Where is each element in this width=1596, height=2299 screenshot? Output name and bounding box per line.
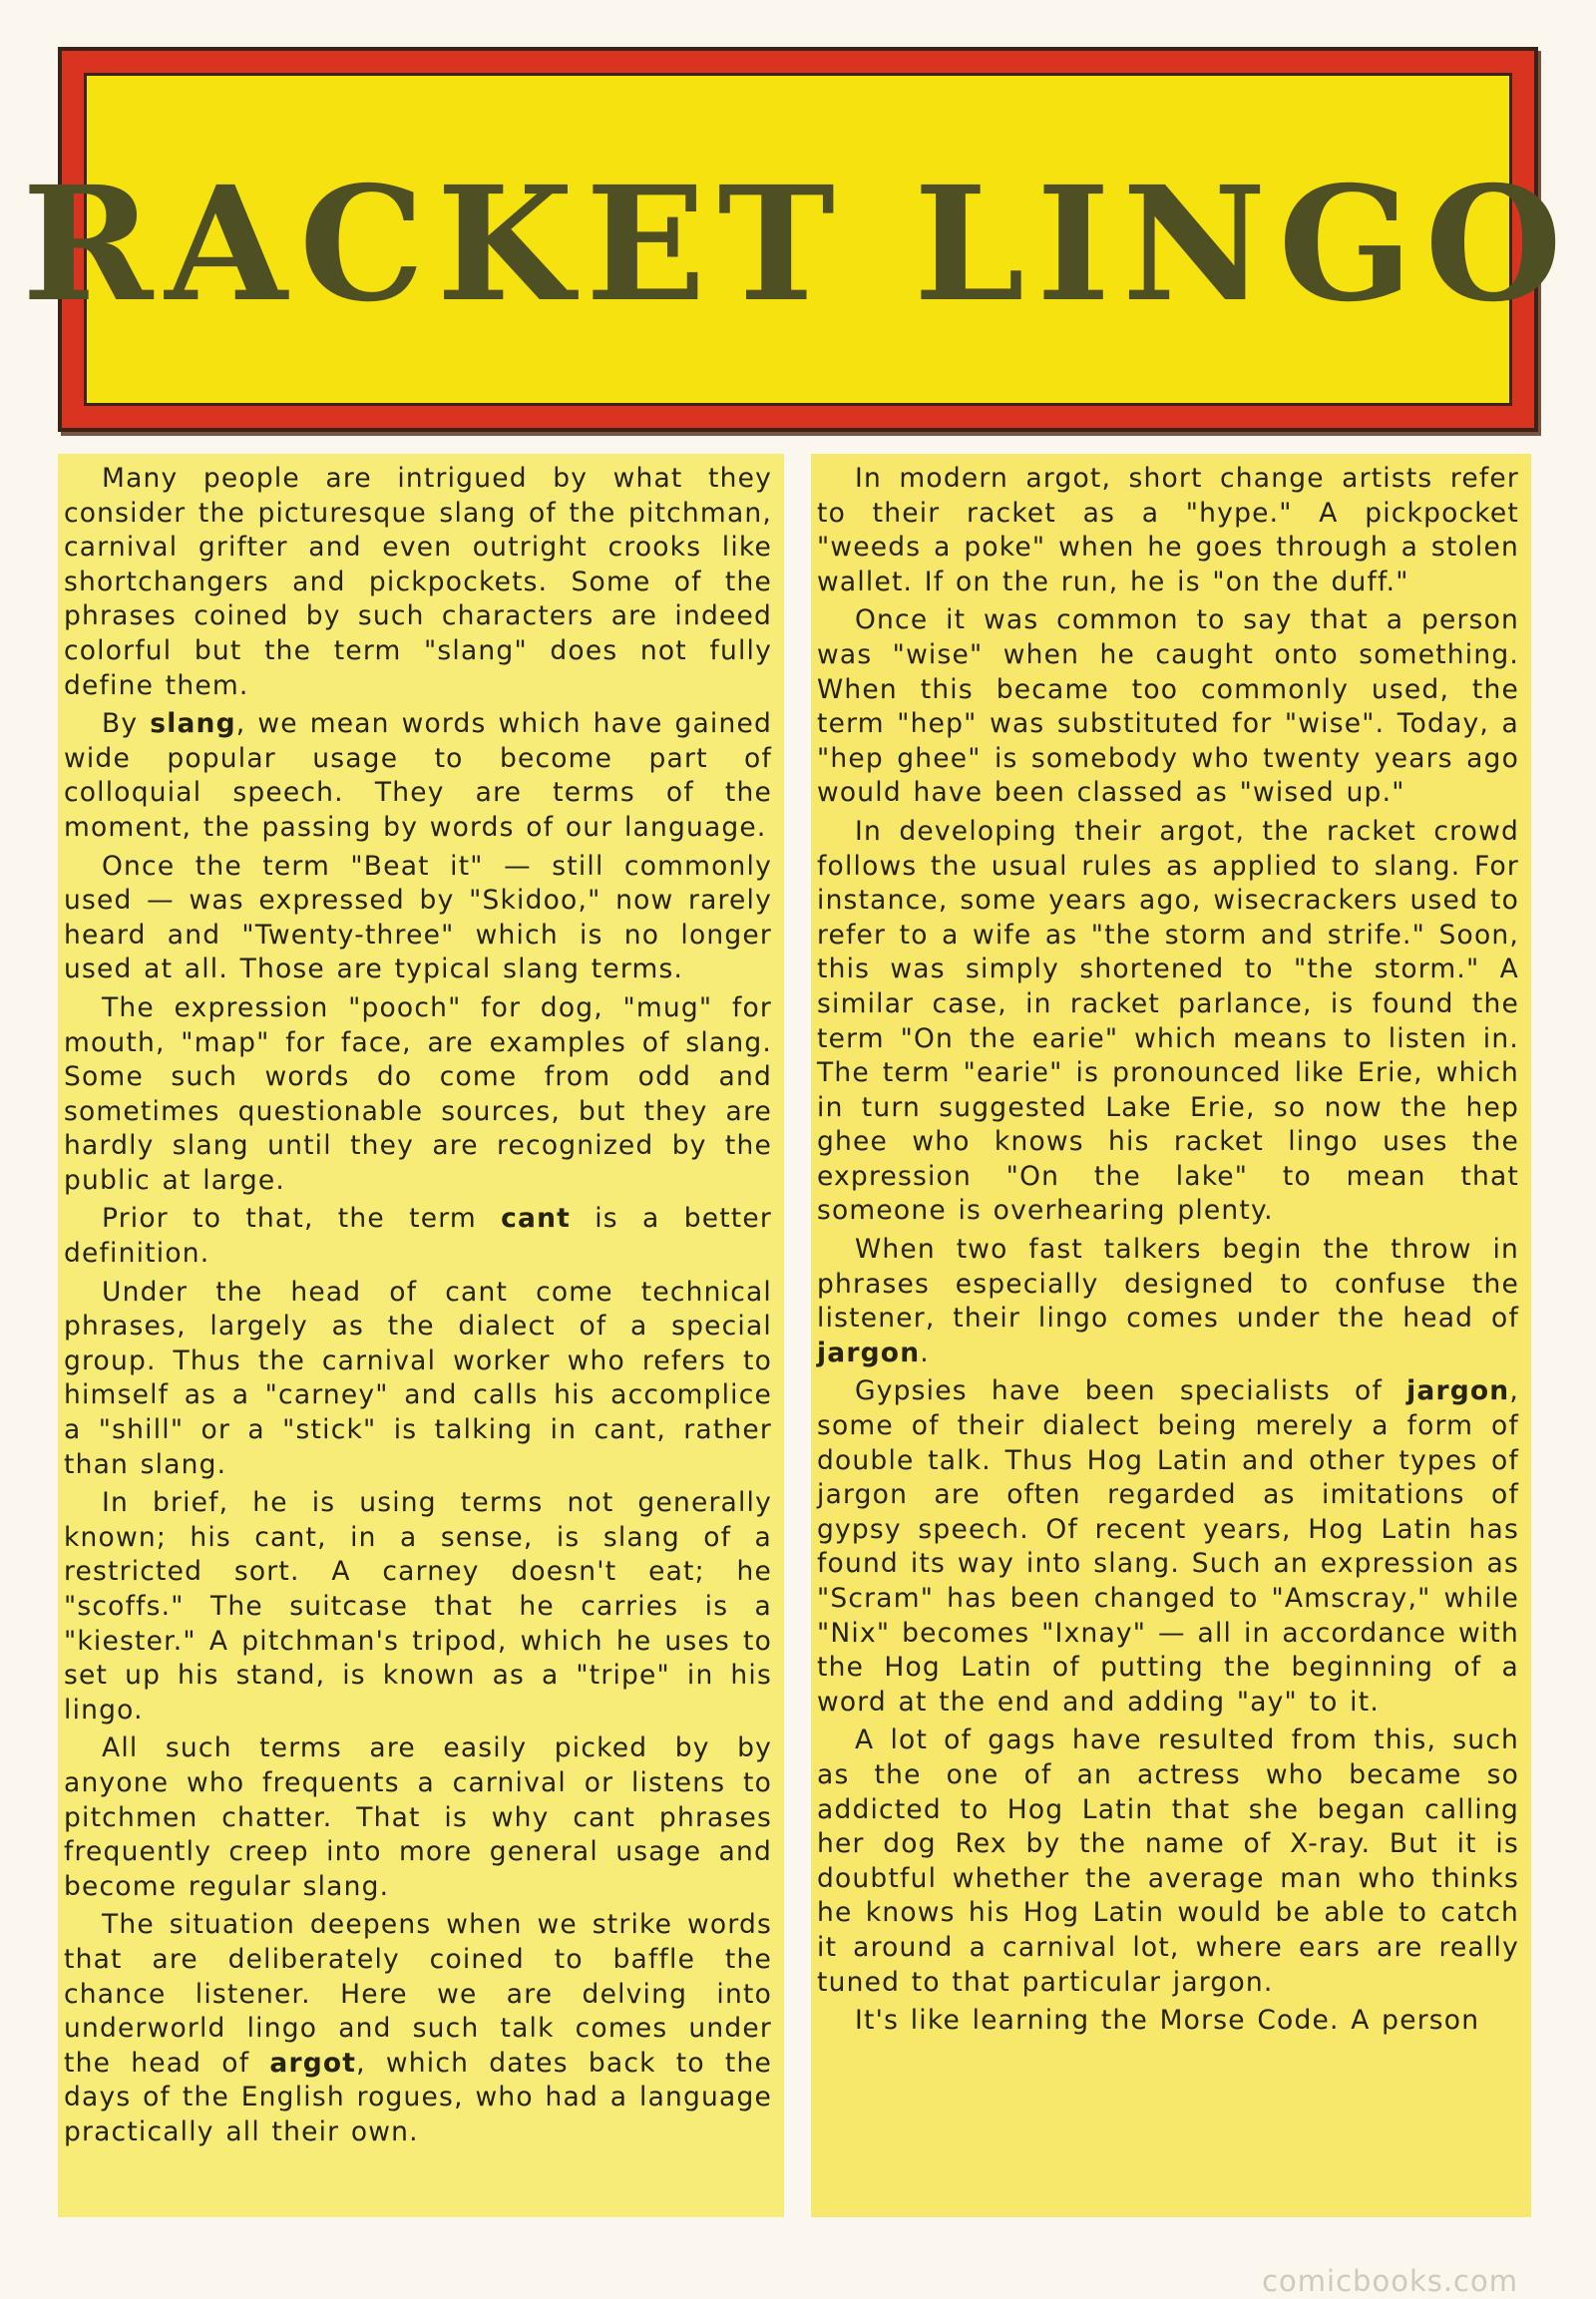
paragraph [817,1233,1519,1370]
paragraph-text: , we mean words which have gained wide popular usage to become part of colloquial speech. They are terms of the moment, the passing by words of our language. [64,708,772,843]
paragraph: Under the head of cant come technical phrases, largely as the dialect of a special group. Thus the carnival worker who refers to himself as a "carney" and calls his accomplice a "shill" or a "stick" is talking in cant, rather than slang. [64,1276,772,1480]
paragraph [64,1908,772,2149]
paragraph [817,1374,1519,1720]
key-term: jargon [817,1337,921,1368]
paragraph: Many people are intrigued by what they consider the picturesque slang of the pitchman, carnival grifter and even outright crooks like shortchangers and pickpockets. Some of the phrases coined by such characters are indeed colorful but the term "slang" does not fully define them. [64,463,772,701]
paragraph-text: . [920,1337,930,1368]
key-term: slang [150,708,236,740]
right-text-column [811,454,1531,2217]
paragraph-text: is a better definition. [64,1203,772,1270]
paragraph [64,707,772,845]
key-term: cant [501,1203,572,1235]
title-panel [22,73,1574,406]
key-term: jargon [1406,1375,1510,1407]
paragraph-text: , some of their dialect being merely a form of double talk. Thus Hog Latin and other types of jargon are often regarded as imitations of gypsy speech. Of recent years, Hog Latin has found its way into slang. Such an expression as "Scram" has been changed to "Amscray," while "Nix" becomes "Ixnay" — all in accordance with the Hog Latin of putting the beginning of a word at the end and adding "ay" to it. [817,1375,1519,1718]
title-banner [22,47,1574,432]
paragraph-text: By [102,708,151,740]
paragraph: The expression "pooch" for dog, "mug" for mouth, "map" for face, are examples of slang. Some such words do come from odd and sometimes questionable sources, but they are hardly slang until they are recognized by the public at large. [64,991,772,1196]
page-title: RACKET LINGO [22,152,1574,337]
site-watermark: comicbooks.com [1262,2264,1518,2298]
paragraph: In modern argot, short change artists refer to their racket as a "hype." A pickpocket "weeds a poke" when he goes through a stolen wallet. If on the run, he is "on the duff." [817,463,1519,597]
left-text-column [58,454,784,2217]
paragraph: Once the term "Beat it" — still commonly used — was expressed by "Skidoo," now rarely heard and "Twenty-three" which is no longer used at all. Those are typical slang terms. [64,850,772,985]
paragraph-text: , which dates back to the days of the English rogues, who had a language practically all their own. [64,2047,772,2147]
paragraph: A lot of gags have resulted from this, such as the one of an actress who became so addicted to Hog Latin that she began calling her dog Rex by the name of X-ray. But it is doubtful whether the average man who thinks he knows his Hog Latin would be able to catch it around a carnival lot, where ears are really tuned to that particular jargon. [817,1724,1519,1998]
paragraph-text: Prior to that, the term [102,1203,502,1235]
key-term: argot [269,2047,357,2079]
paragraph: It's like learning the Morse Code. A person [855,2005,1480,2037]
paragraph: In developing their argot, the racket crowd follows the usual rules as applied to slang. For instance, some years ago, wisecrackers used to refer to a wife as "the storm and strife." Soon, this was simply shortened to "the storm." A similar case, in racket parlance, is found the term "On the earie" which means to listen in. The term "earie" is pronounced like Erie, which in turn suggested Lake Erie, so now the hep ghee who knows his racket lingo uses the expression "On the lake" to mean that someone is overhearing plenty. [817,815,1519,1227]
paragraph: All such terms are easily picked by by anyone who frequents a carnival or listens to pitchmen chatter. That is why cant phrases frequently creep into more general usage and become regular slang. [64,1732,772,1902]
paragraph: Once it was common to say that a person was "wise" when he caught onto something. When this became too commonly used, the term "hep" was substituted for "wise". Today, a "hep ghee" is somebody who twenty years ago would have been classed as "wised up." [817,604,1519,809]
paragraph-text: The situation deepens when we strike words that are deliberately coined to baffle the chance listener. Here we are delving into underworld lingo and such talk comes under the head of [64,1909,772,2079]
paragraph-text: Gypsies have been specialists of [855,1375,1407,1407]
paragraph: In brief, he is using terms not generally known; his cant, in a sense, is slang of a restricted sort. A carney doesn't eat; he "scoffs." The suitcase that he carries is a "kiester." A pitchman's tripod, which he uses to set up his stand, is known as a "tripe" in his lingo. [64,1487,772,1725]
paragraph-text: When two fast talkers begin the throw in phrases especially designed to confuse the listener, their lingo comes under the head of [817,1234,1519,1335]
paragraph [64,1202,772,1271]
